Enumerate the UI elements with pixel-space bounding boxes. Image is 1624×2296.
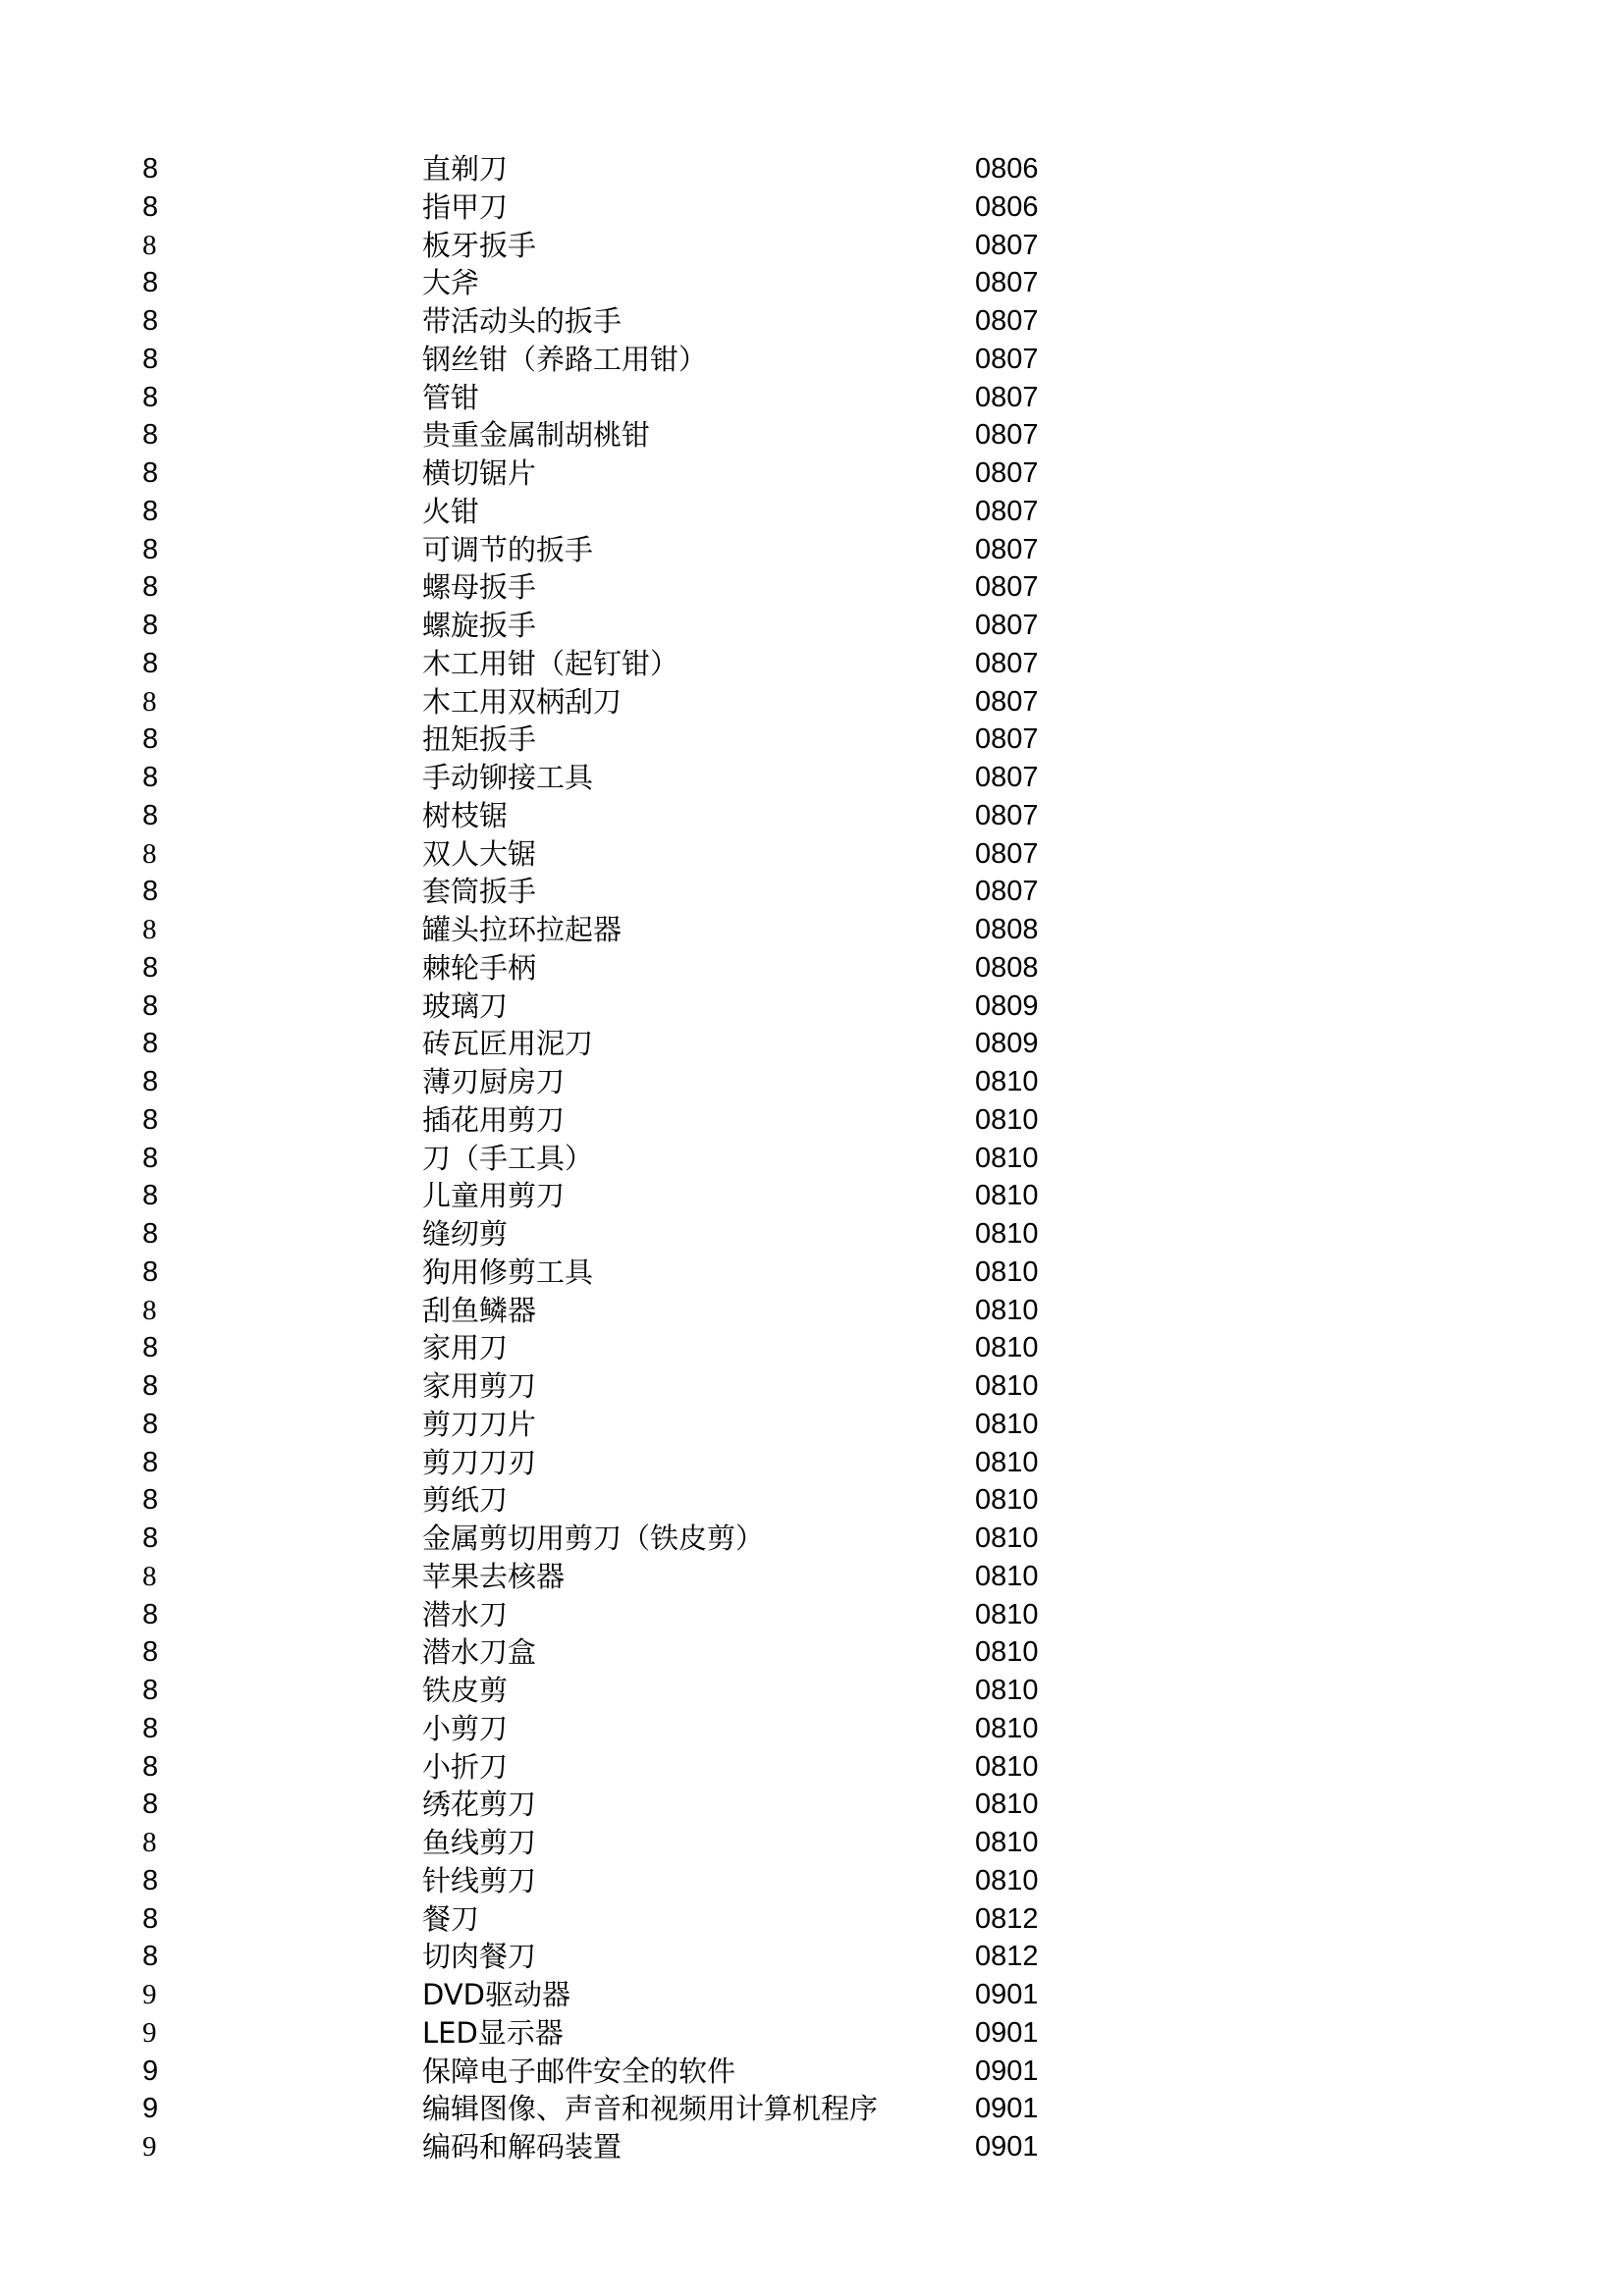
- class-number: 8: [142, 1142, 159, 1174]
- list-row: [0, 683, 1624, 721]
- list-row: [0, 759, 1624, 796]
- goods-name: 缝纫剪: [422, 1217, 509, 1251]
- goods-name: 剪刀刀片: [422, 1407, 537, 1441]
- list-row: [0, 911, 1624, 948]
- goods-name: 螺母扳手: [422, 570, 537, 605]
- goods-name: 鱼线剪刀: [422, 1826, 537, 1859]
- group-code: 0812: [975, 1902, 1039, 1935]
- group-code: 0807: [975, 647, 1039, 679]
- group-code: 0901: [975, 2093, 1039, 2125]
- list-row: [0, 1862, 1624, 1899]
- list-row: [0, 1215, 1624, 1253]
- group-code: 0810: [975, 1522, 1039, 1554]
- class-number: 8: [142, 1218, 159, 1250]
- goods-name: 板牙扳手: [422, 228, 537, 262]
- group-code: 0807: [975, 267, 1039, 299]
- class-number: 8: [142, 1103, 159, 1136]
- group-code: 0810: [975, 1180, 1039, 1212]
- list-row: [0, 1633, 1624, 1671]
- goods-name: 可调节的扳手: [422, 532, 594, 566]
- class-number: 8: [142, 267, 159, 299]
- group-code: 0810: [975, 1789, 1039, 1821]
- class-number: 8: [142, 1370, 159, 1402]
- list-row: [0, 988, 1624, 1025]
- group-code: 0810: [975, 1255, 1039, 1288]
- group-code: 0810: [975, 1218, 1039, 1250]
- goods-name: 金属剪切用剪刀（铁皮剪）: [422, 1522, 765, 1555]
- group-code: 0807: [975, 305, 1039, 337]
- group-code: 0901: [975, 2131, 1039, 2163]
- goods-name: 编码和解码装置: [422, 2130, 623, 2163]
- list-row: [0, 1481, 1624, 1519]
- class-number: 8: [142, 1750, 159, 1783]
- group-code: 0810: [975, 1484, 1039, 1517]
- list-row: [0, 188, 1624, 226]
- goods-name: 铁皮剪: [422, 1674, 509, 1707]
- class-number: 8: [142, 1864, 159, 1896]
- group-code: 0807: [975, 343, 1039, 375]
- goods-name: 剪纸刀: [422, 1483, 509, 1518]
- list-row: [0, 797, 1624, 834]
- group-code: 0810: [975, 1675, 1039, 1706]
- class-number: 8: [142, 837, 157, 870]
- goods-name: 潜水刀盒: [422, 1635, 537, 1670]
- list-row: [0, 1558, 1624, 1595]
- class-number: 8: [142, 876, 159, 908]
- goods-name: 管钳: [422, 380, 480, 414]
- list-row: [0, 835, 1624, 873]
- goods-name: 狗用修剪工具: [422, 1255, 594, 1289]
- list-row: [0, 1329, 1624, 1366]
- list-row: [0, 1976, 1624, 2013]
- list-row: [0, 1292, 1624, 1329]
- goods-name: DVD驱动器: [422, 1978, 570, 2011]
- list-row: [0, 645, 1624, 682]
- list-row: [0, 1710, 1624, 1747]
- group-code: 0810: [975, 1332, 1039, 1364]
- group-code: 0810: [975, 1560, 1039, 1592]
- goods-name: 火钳: [422, 494, 480, 528]
- goods-name: 木工用钳（起钉钳）: [422, 646, 679, 680]
- class-number: 8: [142, 1294, 157, 1326]
- goods-name: 玻璃刀: [422, 988, 509, 1023]
- list-row: [0, 416, 1624, 454]
- class-number: 8: [142, 153, 159, 185]
- list-row: [0, 1938, 1624, 1975]
- goods-name: 罐头拉环拉起器: [422, 913, 623, 946]
- goods-name: 钢丝钳（养路工用钳）: [422, 342, 708, 376]
- group-code: 0810: [975, 1408, 1039, 1440]
- group-code: 0810: [975, 1370, 1039, 1402]
- goods-name: 刀（手工具）: [422, 1141, 594, 1175]
- group-code: 0806: [975, 190, 1039, 223]
- list-row: [0, 1406, 1624, 1443]
- class-number: 8: [142, 610, 159, 641]
- goods-name: 木工用双柄刮刀: [422, 684, 623, 719]
- group-code: 0807: [975, 799, 1039, 831]
- group-code: 0807: [975, 381, 1039, 413]
- group-code: 0807: [975, 762, 1039, 793]
- group-code: 0807: [975, 876, 1039, 908]
- goods-name: 刮鱼鳞器: [422, 1293, 537, 1327]
- class-number: 9: [142, 2016, 157, 2049]
- goods-name: LED显示器: [422, 2015, 564, 2050]
- goods-name: 小折刀: [422, 1749, 509, 1784]
- group-code: 0810: [975, 1750, 1039, 1783]
- class-number: 8: [142, 190, 159, 223]
- goods-name: 绣花剪刀: [422, 1788, 537, 1822]
- group-code: 0807: [975, 610, 1039, 641]
- class-number: 8: [142, 419, 159, 452]
- group-code: 0810: [975, 1066, 1039, 1097]
- goods-name: 双人大锯: [422, 836, 537, 871]
- class-number: 8: [142, 1446, 159, 1478]
- goods-name: 螺旋扳手: [422, 609, 537, 642]
- class-number: 9: [142, 1979, 157, 2010]
- list-row: [0, 1900, 1624, 1938]
- goods-name: 餐刀: [422, 1901, 480, 1936]
- class-number: 8: [142, 1560, 157, 1592]
- list-row: [0, 1367, 1624, 1405]
- group-code: 0807: [975, 571, 1039, 604]
- class-number: 8: [142, 457, 159, 489]
- class-number: 8: [142, 533, 159, 565]
- class-number: 8: [142, 1408, 159, 1440]
- goods-name: 树枝锯: [422, 798, 509, 832]
- list-row: [0, 1824, 1624, 1861]
- goods-name: 剪刀刀刃: [422, 1445, 537, 1479]
- class-number: 8: [142, 343, 159, 375]
- group-code: 0810: [975, 1636, 1039, 1669]
- group-code: 0807: [975, 457, 1039, 489]
- goods-name: 扭矩扳手: [422, 722, 537, 757]
- group-code: 0810: [975, 1446, 1039, 1478]
- list-row: [0, 341, 1624, 378]
- class-number: 9: [142, 2055, 159, 2087]
- list-row: [0, 493, 1624, 530]
- class-number: 8: [142, 1180, 159, 1212]
- goods-name: 手动铆接工具: [422, 761, 594, 794]
- class-number: 8: [142, 1598, 159, 1630]
- goods-name: 薄刃厨房刀: [422, 1065, 566, 1098]
- goods-name: 横切锯片: [422, 456, 537, 490]
- group-code: 0809: [975, 1028, 1039, 1060]
- goods-name: 棘轮手柄: [422, 950, 537, 985]
- list-row: [0, 1101, 1624, 1139]
- goods-name: 家用剪刀: [422, 1369, 537, 1403]
- group-code: 0810: [975, 1712, 1039, 1744]
- list-row: [0, 531, 1624, 568]
- class-number: 8: [142, 1255, 159, 1288]
- list-row: [0, 2014, 1624, 2052]
- class-number: 8: [142, 762, 159, 793]
- list-row: [0, 1748, 1624, 1786]
- class-number: 8: [142, 647, 159, 679]
- list-row: [0, 1177, 1624, 1214]
- group-code: 0812: [975, 1941, 1039, 1973]
- class-number: 8: [142, 1522, 159, 1554]
- class-number: 8: [142, 951, 159, 984]
- list-row: [0, 1786, 1624, 1823]
- goods-name: 套筒扳手: [422, 875, 537, 909]
- list-row: [0, 227, 1624, 264]
- class-number: 8: [142, 1066, 159, 1097]
- class-number: 9: [142, 2093, 159, 2125]
- list-row: [0, 1444, 1624, 1481]
- class-number: 8: [142, 1636, 159, 1669]
- goods-name: 插花用剪刀: [422, 1102, 566, 1137]
- goods-name: 切肉餐刀: [422, 1940, 537, 1974]
- class-number: 8: [142, 1332, 159, 1364]
- class-number: 8: [142, 1827, 157, 1858]
- list-row: [0, 2128, 1624, 2165]
- list-row: [0, 264, 1624, 301]
- group-code: 0810: [975, 1598, 1039, 1630]
- list-row: [0, 1140, 1624, 1177]
- list-row: [0, 721, 1624, 758]
- group-code: 0806: [975, 153, 1039, 185]
- goods-name: 带活动头的扳手: [422, 304, 623, 338]
- list-row: [0, 454, 1624, 492]
- group-code: 0808: [975, 951, 1039, 984]
- class-number: 8: [142, 799, 159, 831]
- group-code: 0807: [975, 229, 1039, 261]
- group-code: 0807: [975, 685, 1039, 718]
- list-row: [0, 150, 1624, 187]
- list-row: [0, 2053, 1624, 2090]
- goods-name: 家用刀: [422, 1331, 509, 1365]
- group-code: 0810: [975, 1294, 1039, 1326]
- list-row: [0, 379, 1624, 416]
- class-number: 8: [142, 1712, 159, 1744]
- class-number: 8: [142, 495, 159, 527]
- group-code: 0901: [975, 1979, 1039, 2010]
- class-number: 8: [142, 1028, 159, 1060]
- goods-name: 贵重金属制胡桃钳: [422, 418, 651, 453]
- class-number: 9: [142, 2131, 157, 2163]
- class-number: 8: [142, 723, 159, 756]
- goods-name: 保障电子邮件安全的软件: [422, 2054, 736, 2088]
- list-row: [0, 607, 1624, 644]
- goods-name: 砖瓦匠用泥刀: [422, 1027, 594, 1061]
- group-code: 0810: [975, 1142, 1039, 1174]
- list-row: [0, 1520, 1624, 1557]
- group-code: 0807: [975, 419, 1039, 452]
- group-code: 0810: [975, 1103, 1039, 1136]
- class-number: 8: [142, 305, 159, 337]
- goods-name: 儿童用剪刀: [422, 1179, 566, 1213]
- group-code: 0809: [975, 989, 1039, 1022]
- class-number: 8: [142, 1675, 159, 1706]
- class-number: 8: [142, 914, 157, 945]
- goods-name: 潜水刀: [422, 1597, 509, 1631]
- list-row: [0, 873, 1624, 910]
- class-number: 8: [142, 1789, 159, 1821]
- list-row: [0, 2090, 1624, 2127]
- goods-name: 苹果去核器: [422, 1559, 566, 1593]
- list-row: [0, 1025, 1624, 1062]
- class-number: 8: [142, 1902, 159, 1935]
- list-row: [0, 568, 1624, 606]
- group-code: 0901: [975, 2016, 1039, 2049]
- group-code: 0807: [975, 533, 1039, 565]
- group-code: 0807: [975, 837, 1039, 870]
- group-code: 0901: [975, 2055, 1039, 2087]
- goods-name: 指甲刀: [422, 189, 509, 224]
- class-number: 8: [142, 1484, 159, 1517]
- class-number: 8: [142, 229, 157, 261]
- goods-name: 直剃刀: [422, 152, 509, 186]
- class-number: 8: [142, 381, 159, 413]
- class-number: 8: [142, 989, 159, 1022]
- list-row: [0, 1672, 1624, 1709]
- group-code: 0810: [975, 1827, 1039, 1858]
- goods-name: 大斧: [422, 266, 480, 300]
- group-code: 0807: [975, 495, 1039, 527]
- class-number: 8: [142, 1941, 159, 1973]
- goods-name: 小剪刀: [422, 1711, 509, 1745]
- group-code: 0808: [975, 914, 1039, 945]
- list-row: [0, 1596, 1624, 1633]
- list-row: [0, 949, 1624, 987]
- class-number: 8: [142, 571, 159, 604]
- list-row: [0, 1254, 1624, 1291]
- group-code: 0810: [975, 1864, 1039, 1896]
- list-row: [0, 1063, 1624, 1100]
- goods-name: 针线剪刀: [422, 1863, 537, 1897]
- list-row: [0, 302, 1624, 340]
- class-number: 8: [142, 685, 157, 718]
- group-code: 0807: [975, 723, 1039, 756]
- goods-name: 编辑图像、声音和视频用计算机程序: [422, 2092, 879, 2126]
